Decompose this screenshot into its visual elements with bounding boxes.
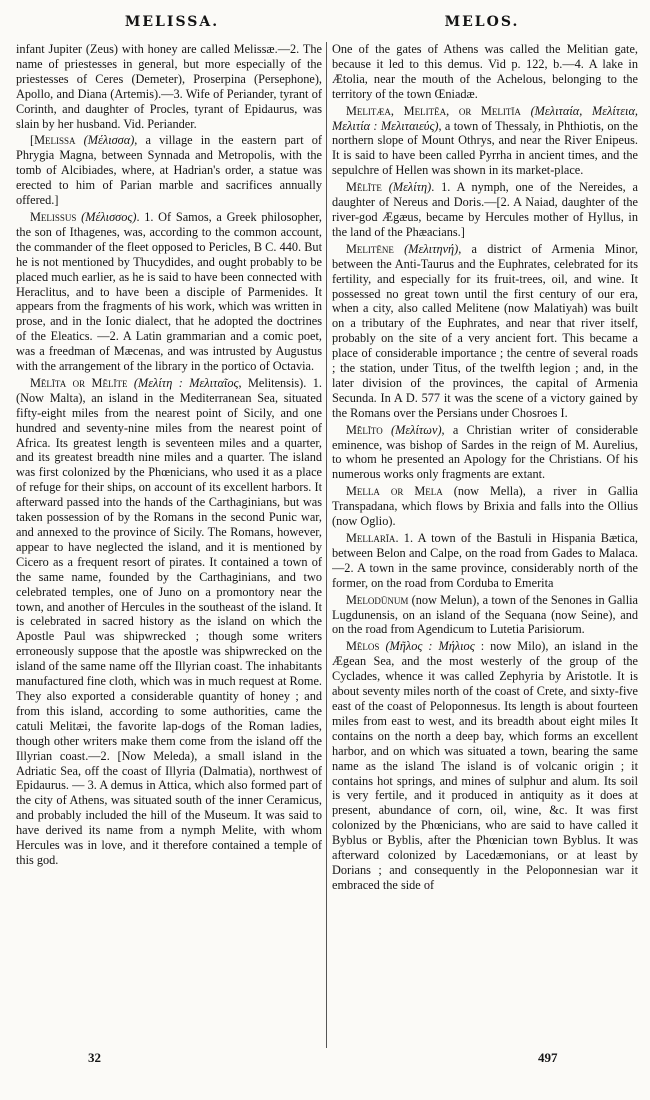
greek-form: (Μελίτη : Μελιταῖος	[127, 375, 239, 390]
folio-left: 32	[88, 1050, 101, 1065]
entry-text: , a Christian writer of considerable eminence, was bishop of Sardes in the reign of M. Aurelius, to whom he presented an Apology for the Christians. Of his numerous works only fragments are extant.	[332, 422, 638, 482]
headword: Mellarĭa	[346, 531, 396, 545]
entry-text: , a village in the eastern part of Phrygia Magna, between Synnada and Metropolis, with the tomb of Alcibiades, where, at Hadrian's order, a statue was erected to him of Parian marble and sacrifices annually offered.]	[16, 133, 322, 208]
entry-text: , a district of Armenia Minor, between the Anti-Taurus and the Euphrates, celebrated for its fertility, and especially for its fruit-trees, oil, and wine. It possessed no great town until the first century of our era, when a city, also called Melitene (now Malatiyah) was built on a tributary of the Euphrates, and near that river itself, probably on the site of a very ancient fort. This became a place of considerable importance ; the centre of several roads ; the station, under Titus, of the twelfth legion ; and, in the later division of the provinces, the capital of Armenia Secunda. In A D. 577 it was the scene of a victory gained by the Romans over the Persians under Chosroes I.	[332, 241, 638, 420]
headword: Mĕlĭte	[346, 180, 382, 195]
dictionary-entry	[16, 133, 322, 208]
greek-form: (Μελιτηνή)	[393, 241, 459, 256]
dictionary-entry	[332, 531, 638, 591]
headword: Mēlos	[346, 639, 380, 654]
dictionary-entry	[332, 42, 638, 102]
entry-text: (now Melun), a town of the Senones in Gallia Lugdunensis, on an island of the Sequana (now Seine), and on the road from Agendicum to Lutetia Parisiorum.	[332, 592, 638, 637]
headword: Mĕlĭta or Mĕlĭte	[30, 375, 128, 390]
dictionary-entry	[332, 423, 638, 483]
headword: Melitēne	[346, 241, 394, 256]
greek-form: (Μελίτων)	[382, 422, 442, 437]
entry-text: . 1. A town of the Bastuli in Hispania Bætica, between Belon and Calpe, on the road from Gades to Malaca.—2. A town in the same province, considerably north of the former, on the road from Corduba to Emerita	[332, 531, 638, 590]
entry-text: : now Milo), an island in the Ægean Sea, and the most westerly of the group of the Cyclades, whence it was called Zephyria by Aristotle. It is about seventy miles north of the coast of Crete, and sixty-five east of the coast of Peloponnesus. Its length is about fourteen miles from east to west, and its breadth about eight miles It contains on the north a deep bay, which forms an excellent harbor, and on which was situated a town, bearing the same name as the island The island is of volcanic origin ; it contains hot springs, and mines of sulphur and alum. Its soil is very fertile, and it produced in antiquity as it does at present, abundance of corn, oil, wine, &c. It was first colonized by the Phœnicians, who are said to have called it Byblus or Byblis, after the Phœnician town Byblus. It was afterward colonized by Lacedæmonians, or at least by Dorians ; and consequently in the Peloponnesian war it embraced the side of	[332, 639, 638, 892]
headword: Melitæa, Melitēa, or Melitīa	[346, 103, 521, 118]
entry-text: , Melitensis). 1. (Now Malta), an island in the Mediterranean Sea, situated fifty-eight miles from the nearest point of Sicily, and one hundred and seventy-nine miles from the nearest point of Africa. Its greatest length is seventeen miles and a quarter, and its greatest breadth nine miles and a quarter. The island was first colonized by the Phœnicians, who used it as a place of refuge for their ships, on account of its excellent harbors. It afterward passed into the hands of the Carthaginians, but was taken possession of by the Romans in the second Punic war, and annexed to the province of Sicily. The Romans, however, appear to have neglected the island, and it is mentioned by Cicero as a frequent resort of pirates. It contained a town of the same name, founded by the Carthaginians, and two celebrated temples, one of Juno on a promontory near the town, and another of Hercules in the southeast of the island. It is celebrated in sacred history as the island on which the Apostle Paul was shipwrecked ; though some writers erroneously suppose that the apostle was shipwrecked on the island of the same name off the Illyrian coast. The inhabitants manufactured fine cloth, which was in much request at Rome. They also exported a considerable quantity of honey ; and from this island, according to some authorities, came the catuli Melitæi, the favorite lap-dogs of the Roman ladies, though other writers make them come from the island off the Illyrian coast.—2. [Now Meleda), a small island in the Adriatic Sea, off the coast of Illyria (Dalmatia), northwest of Epidaurus. — 3. A demus in Attica, which also formed part of the city of Athens, was situated south of the inner Ceramicus, and probably included the hill of the Museum. It was said to have derived its name from a nymph Melite, with whom Hercules was in love, and it therefore contained a temple of this god.	[16, 375, 322, 867]
entry-text: , a town of Thessaly, in Phthiotis, on the northern slope of Mount Othrys, and near the River Enipeus. It is said to have been called Pyrrha in ancient times, and the sepulchre of Hellen was shown in its market-place.	[332, 118, 638, 178]
headword: Mella or Mela	[346, 484, 443, 499]
dictionary-entry	[332, 484, 638, 529]
greek-form: (Μέλισσα)	[75, 133, 135, 148]
entry-text: (now Mella), a river in Gallia Transpadana, which flows by Brixia and falls into the Ollius (now Oglio).	[332, 484, 638, 529]
greek-form: (Μῆλος : Μήλιος	[379, 639, 475, 654]
text-columns	[16, 42, 638, 1048]
header-right-word: MELOS.	[444, 14, 520, 30]
dictionary-entry	[332, 242, 638, 421]
greek-form: (Μελίτη)	[381, 180, 432, 195]
dictionary-entry	[16, 42, 322, 131]
entry-text: One of the gates of Athens was called the Melitian gate, because it led to this demus. Vid p. 122, b.—4. A lake in Ætolia, near the mouth of the Achelous, belonging to the territory of the town Œniadæ.	[332, 42, 638, 101]
headword: Melissus	[30, 209, 77, 224]
dictionary-entry	[16, 376, 322, 868]
headword: [Melissa	[30, 133, 76, 148]
entry-text: infant Jupiter (Zeus) with honey are called Melissæ.—2. The name of priestesses in general, but more especially of the priestesses of Ceres (Demeter), Proserpina (Persephone), Apollo, and Diana (Artemis).—3. Wife of Periander, tyrant of Corinth, and daughter of Procles, tyrant of Epidaurus, was slain by her husband. Vid. Periander.	[16, 42, 322, 131]
headword: Mĕlĭto	[346, 422, 383, 437]
dictionary-entry	[16, 210, 322, 374]
entry-text: . 1. A nymph, one of the Nereides, a daughter of Nereus and Doris.—[2. A Naiad, daughter of the river-god Ægæus, became by Hercules mother of Hyllus, in the land of the Phæacians.]	[332, 180, 638, 239]
dictionary-entry	[332, 593, 638, 638]
headword: Melodūnum	[346, 592, 409, 607]
right-column	[332, 42, 638, 1048]
dictionary-entry	[332, 639, 638, 892]
entry-text: . 1. Of Samos, a Greek philosopher, the son of Ithagenes, was, according to the common account, the commander of the fleet opposed to Pericles, B C. 440. But he is not mentioned by Thucydides, and ought probably to be placed much earlier, as he is said to have been connected with Heraclitus, and to have been a disciple of Parmenides. It appears from the fragments of his work, which was written in prose, and in the Ionic dialect, that he adopted the doctrines of the Eleatics. —2. A Latin grammarian and a comic poet, was a freedman of Mæcenas, and was intrusted by Augustus with the arrangement of the library in the portico of Octavia.	[16, 209, 322, 374]
greek-form: (Μελιταία, Μελίτεια, Μελιτία : Μελιταιεύς)	[332, 103, 638, 133]
left-column	[16, 42, 322, 1048]
greek-form: (Μέλισσος)	[76, 209, 137, 224]
dictionary-entry	[332, 104, 638, 179]
dictionary-entry	[332, 180, 638, 240]
folio-right: 497	[538, 1050, 558, 1065]
header-left-word: MELISSA.	[124, 14, 220, 30]
page-footer	[0, 1050, 650, 1074]
